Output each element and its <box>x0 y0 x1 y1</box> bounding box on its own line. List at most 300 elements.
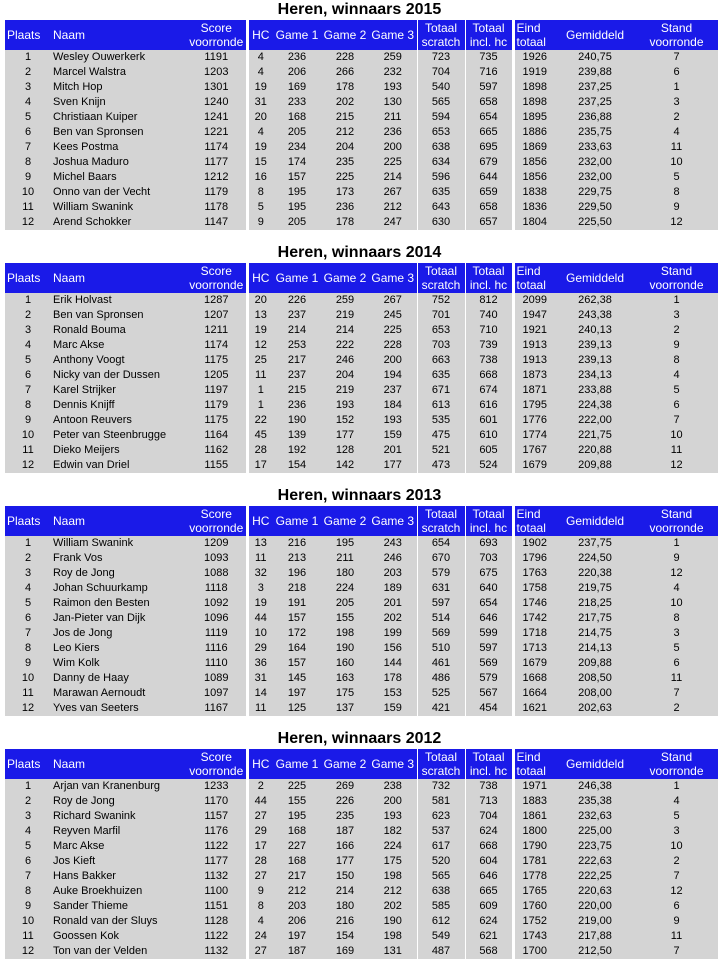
cell-game-3: 267 <box>369 293 417 308</box>
table-row <box>5 413 718 428</box>
cell-hc: 45 <box>247 428 273 443</box>
header-eind-totaal <box>513 506 555 536</box>
header-eind-totaal-line: Eind <box>516 264 541 278</box>
cell-totaal-incl-hc: 597 <box>465 641 513 656</box>
cell-stand-voorronde: 6 <box>635 398 718 413</box>
cell-gemiddeld: 218,25 <box>555 596 635 611</box>
cell-game-2: 259 <box>321 293 369 308</box>
cell-gemiddeld: 240,75 <box>555 50 635 65</box>
table-row <box>5 626 718 641</box>
cell-eind-totaal: 1700 <box>513 944 555 959</box>
cell-stand-voorronde: 11 <box>635 671 718 686</box>
cell-game-2: 169 <box>321 944 369 959</box>
cell-totaal-incl-hc: 646 <box>465 869 513 884</box>
cell-totaal-incl-hc: 659 <box>465 185 513 200</box>
header-hc-line: HC <box>252 28 270 42</box>
cell-totaal-scratch: 565 <box>417 95 465 110</box>
cell-game-2: 175 <box>321 686 369 701</box>
cell-game-1: 168 <box>273 854 321 869</box>
cell-eind-totaal: 1836 <box>513 200 555 215</box>
cell-game-2: 198 <box>321 626 369 641</box>
cell-hc: 20 <box>247 293 273 308</box>
cell-totaal-incl-hc: 658 <box>465 200 513 215</box>
cell-naam: Edwin van Driel <box>51 458 187 473</box>
cell-totaal-scratch: 520 <box>417 854 465 869</box>
cell-totaal-scratch: 585 <box>417 899 465 914</box>
cell-game-3: 130 <box>369 95 417 110</box>
cell-naam: Joshua Maduro <box>51 155 187 170</box>
cell-hc: 44 <box>247 611 273 626</box>
cell-plaats: 11 <box>5 929 51 944</box>
cell-stand-voorronde: 8 <box>635 353 718 368</box>
cell-game-2: 236 <box>321 200 369 215</box>
cell-naam: Dieko Meijers <box>51 443 187 458</box>
cell-eind-totaal: 1873 <box>513 368 555 383</box>
header-game-3-line: Game 3 <box>371 514 415 528</box>
cell-game-3: 236 <box>369 125 417 140</box>
header-plaats-line: Plaats <box>7 514 41 528</box>
cell-score-voorronde: 1287 <box>187 293 247 308</box>
cell-totaal-incl-hc: 654 <box>465 110 513 125</box>
cell-game-2: 173 <box>321 185 369 200</box>
header-hc-line: HC <box>252 757 270 771</box>
cell-stand-voorronde: 9 <box>635 551 718 566</box>
section-title: Heren, winnaars 2015 <box>277 1 442 18</box>
cell-game-1: 164 <box>273 641 321 656</box>
header-hc <box>247 506 273 536</box>
cell-plaats: 12 <box>5 215 51 230</box>
cell-gemiddeld: 214,13 <box>555 641 635 656</box>
cell-plaats: 7 <box>5 383 51 398</box>
cell-gemiddeld: 240,13 <box>555 323 635 338</box>
cell-naam: Arend Schokker <box>51 215 187 230</box>
cell-game-2: 224 <box>321 581 369 596</box>
section-title: Heren, winnaars 2012 <box>277 730 442 747</box>
cell-hc: 11 <box>247 701 273 716</box>
cell-hc: 28 <box>247 854 273 869</box>
table-row <box>5 383 718 398</box>
cell-eind-totaal: 1902 <box>513 536 555 551</box>
cell-score-voorronde: 1110 <box>187 656 247 671</box>
table-row <box>5 428 718 443</box>
cell-score-voorronde: 1233 <box>187 779 247 794</box>
cell-gemiddeld: 225,50 <box>555 215 635 230</box>
cell-gemiddeld: 237,25 <box>555 80 635 95</box>
cell-game-1: 217 <box>273 869 321 884</box>
table-row <box>5 566 718 581</box>
cell-hc: 25 <box>247 353 273 368</box>
cell-game-3: 259 <box>369 50 417 65</box>
header-score-voorronde <box>187 749 247 779</box>
cell-eind-totaal: 2099 <box>513 293 555 308</box>
header-game-1 <box>273 749 321 779</box>
results-section <box>0 486 719 726</box>
cell-stand-voorronde: 1 <box>635 779 718 794</box>
cell-gemiddeld: 217,88 <box>555 929 635 944</box>
cell-stand-voorronde: 10 <box>635 428 718 443</box>
table-row <box>5 794 718 809</box>
cell-totaal-incl-hc: 665 <box>465 125 513 140</box>
cell-naam: Marc Akse <box>51 338 187 353</box>
cell-hc: 16 <box>247 170 273 185</box>
cell-game-2: 137 <box>321 701 369 716</box>
cell-game-2: 160 <box>321 656 369 671</box>
cell-naam: Jan-Pieter van Dijk <box>51 611 187 626</box>
header-totaal-scratch-line: Totaal <box>424 750 458 764</box>
cell-game-3: 237 <box>369 383 417 398</box>
cell-game-1: 215 <box>273 383 321 398</box>
header-game-3-line: Game 3 <box>371 757 415 771</box>
cell-gemiddeld: 225,00 <box>555 824 635 839</box>
cell-hc: 17 <box>247 839 273 854</box>
cell-score-voorronde: 1175 <box>187 413 247 428</box>
cell-totaal-incl-hc: 624 <box>465 914 513 929</box>
cell-game-3: 243 <box>369 536 417 551</box>
cell-gemiddeld: 223,75 <box>555 839 635 854</box>
cell-gemiddeld: 222,00 <box>555 413 635 428</box>
cell-score-voorronde: 1240 <box>187 95 247 110</box>
cell-game-3: 245 <box>369 308 417 323</box>
cell-totaal-scratch: 540 <box>417 80 465 95</box>
cell-gemiddeld: 235,75 <box>555 125 635 140</box>
cell-gemiddeld: 214,75 <box>555 626 635 641</box>
cell-totaal-scratch: 630 <box>417 215 465 230</box>
cell-stand-voorronde: 6 <box>635 65 718 80</box>
cell-gemiddeld: 235,38 <box>555 794 635 809</box>
cell-game-1: 172 <box>273 626 321 641</box>
cell-plaats: 1 <box>5 779 51 794</box>
cell-naam: Dennis Knijff <box>51 398 187 413</box>
table-row <box>5 398 718 413</box>
cell-naam: Ton van der Velden <box>51 944 187 959</box>
cell-stand-voorronde: 10 <box>635 596 718 611</box>
cell-game-2: 155 <box>321 611 369 626</box>
cell-plaats: 9 <box>5 899 51 914</box>
cell-totaal-scratch: 549 <box>417 929 465 944</box>
table-row <box>5 779 718 794</box>
cell-game-2: 204 <box>321 140 369 155</box>
cell-game-1: 174 <box>273 155 321 170</box>
cell-gemiddeld: 232,00 <box>555 155 635 170</box>
cell-totaal-incl-hc: 740 <box>465 308 513 323</box>
cell-hc: 9 <box>247 215 273 230</box>
cell-game-3: 200 <box>369 140 417 155</box>
cell-plaats: 4 <box>5 824 51 839</box>
cell-eind-totaal: 1718 <box>513 626 555 641</box>
cell-plaats: 7 <box>5 626 51 641</box>
cell-naam: Nicky van der Dussen <box>51 368 187 383</box>
cell-game-3: 189 <box>369 581 417 596</box>
cell-game-1: 216 <box>273 536 321 551</box>
header-totaal-scratch <box>417 263 465 293</box>
cell-score-voorronde: 1170 <box>187 794 247 809</box>
cell-stand-voorronde: 2 <box>635 701 718 716</box>
table-row <box>5 551 718 566</box>
header-totaal-scratch-line: scratch <box>421 278 461 292</box>
cell-stand-voorronde: 7 <box>635 869 718 884</box>
cell-gemiddeld: 237,25 <box>555 95 635 110</box>
cell-stand-voorronde: 2 <box>635 110 718 125</box>
cell-totaal-incl-hc: 704 <box>465 809 513 824</box>
table-row <box>5 686 718 701</box>
cell-totaal-scratch: 535 <box>417 413 465 428</box>
cell-game-3: 238 <box>369 779 417 794</box>
header-totaal-incl-hc-line: Totaal <box>472 264 505 278</box>
cell-gemiddeld: 239,13 <box>555 353 635 368</box>
header-totaal-scratch <box>417 20 465 50</box>
cell-gemiddeld: 220,00 <box>555 899 635 914</box>
cell-hc: 13 <box>247 536 273 551</box>
cell-plaats: 11 <box>5 200 51 215</box>
cell-hc: 19 <box>247 323 273 338</box>
header-totaal-scratch-line: scratch <box>421 521 461 535</box>
cell-plaats: 4 <box>5 95 51 110</box>
header-score-voorronde-line: voorronde <box>189 278 244 292</box>
cell-game-3: 224 <box>369 839 417 854</box>
cell-eind-totaal: 1898 <box>513 80 555 95</box>
header-stand-voorronde <box>635 20 718 50</box>
cell-plaats: 1 <box>5 536 51 551</box>
header-game-1-line: Game 1 <box>275 514 319 528</box>
cell-totaal-scratch: 617 <box>417 839 465 854</box>
cell-score-voorronde: 1118 <box>187 581 247 596</box>
cell-totaal-incl-hc: 679 <box>465 155 513 170</box>
cell-plaats: 1 <box>5 50 51 65</box>
cell-totaal-scratch: 421 <box>417 701 465 716</box>
cell-naam: Roy de Jong <box>51 794 187 809</box>
cell-eind-totaal: 1913 <box>513 338 555 353</box>
cell-score-voorronde: 1209 <box>187 536 247 551</box>
cell-naam: Goossen Kok <box>51 929 187 944</box>
cell-eind-totaal: 1774 <box>513 428 555 443</box>
cell-totaal-incl-hc: 668 <box>465 368 513 383</box>
cell-score-voorronde: 1132 <box>187 944 247 959</box>
cell-gemiddeld: 224,38 <box>555 398 635 413</box>
header-hc <box>247 263 273 293</box>
cell-eind-totaal: 1743 <box>513 929 555 944</box>
header-game-1 <box>273 20 321 50</box>
cell-score-voorronde: 1116 <box>187 641 247 656</box>
table-row <box>5 65 718 80</box>
cell-stand-voorronde: 1 <box>635 536 718 551</box>
cell-game-1: 192 <box>273 443 321 458</box>
table-row <box>5 443 718 458</box>
header-plaats <box>5 20 51 50</box>
header-game-3 <box>369 263 417 293</box>
header-totaal-incl-hc <box>465 263 513 293</box>
header-gemiddeld-line: Gemiddeld <box>565 28 625 42</box>
cell-score-voorronde: 1207 <box>187 308 247 323</box>
cell-totaal-scratch: 635 <box>417 368 465 383</box>
cell-game-1: 191 <box>273 596 321 611</box>
cell-game-1: 154 <box>273 458 321 473</box>
cell-game-2: 205 <box>321 596 369 611</box>
table-row <box>5 80 718 95</box>
cell-score-voorronde: 1157 <box>187 809 247 824</box>
table-row <box>5 458 718 473</box>
cell-game-1: 236 <box>273 398 321 413</box>
cell-plaats: 5 <box>5 839 51 854</box>
cell-score-voorronde: 1212 <box>187 170 247 185</box>
cell-game-2: 142 <box>321 458 369 473</box>
cell-naam: Kees Postma <box>51 140 187 155</box>
cell-totaal-scratch: 514 <box>417 611 465 626</box>
cell-score-voorronde: 1088 <box>187 566 247 581</box>
cell-score-voorronde: 1092 <box>187 596 247 611</box>
header-hc-line: HC <box>252 514 270 528</box>
header-totaal-scratch-line: Totaal <box>424 21 458 35</box>
cell-score-voorronde: 1167 <box>187 701 247 716</box>
cell-plaats: 11 <box>5 443 51 458</box>
cell-naam: Karel Strijker <box>51 383 187 398</box>
cell-totaal-scratch: 631 <box>417 581 465 596</box>
cell-game-2: 204 <box>321 368 369 383</box>
cell-score-voorronde: 1205 <box>187 368 247 383</box>
cell-naam: Yves van Seeters <box>51 701 187 716</box>
cell-stand-voorronde: 12 <box>635 566 718 581</box>
cell-hc: 1 <box>247 383 273 398</box>
header-score-voorronde-line: Score <box>200 750 232 764</box>
cell-stand-voorronde: 1 <box>635 80 718 95</box>
cell-naam: Richard Swanink <box>51 809 187 824</box>
cell-plaats: 8 <box>5 884 51 899</box>
cell-totaal-incl-hc: 695 <box>465 140 513 155</box>
header-eind-totaal-line: Eind <box>516 21 541 35</box>
table-row <box>5 200 718 215</box>
cell-game-2: 211 <box>321 551 369 566</box>
cell-naam: William Swanink <box>51 200 187 215</box>
cell-totaal-incl-hc: 609 <box>465 899 513 914</box>
header-totaal-incl-hc-line: Totaal <box>472 750 505 764</box>
cell-stand-voorronde: 7 <box>635 686 718 701</box>
cell-game-2: 193 <box>321 398 369 413</box>
cell-score-voorronde: 1096 <box>187 611 247 626</box>
cell-stand-voorronde: 5 <box>635 641 718 656</box>
table-row <box>5 884 718 899</box>
cell-game-1: 157 <box>273 611 321 626</box>
cell-stand-voorronde: 4 <box>635 125 718 140</box>
cell-totaal-incl-hc: 658 <box>465 95 513 110</box>
header-row <box>5 506 718 536</box>
cell-naam: Wim Kolk <box>51 656 187 671</box>
section-title: Heren, winnaars 2014 <box>277 244 442 261</box>
cell-stand-voorronde: 1 <box>635 293 718 308</box>
header-hc <box>247 20 273 50</box>
cell-totaal-scratch: 521 <box>417 443 465 458</box>
cell-plaats: 11 <box>5 686 51 701</box>
cell-game-1: 226 <box>273 293 321 308</box>
cell-stand-voorronde: 8 <box>635 611 718 626</box>
cell-totaal-incl-hc: 621 <box>465 929 513 944</box>
cell-totaal-incl-hc: 610 <box>465 428 513 443</box>
cell-plaats: 6 <box>5 854 51 869</box>
results-section <box>0 729 719 969</box>
cell-gemiddeld: 220,38 <box>555 566 635 581</box>
cell-gemiddeld: 222,63 <box>555 854 635 869</box>
header-game-2 <box>321 263 369 293</box>
cell-eind-totaal: 1752 <box>513 914 555 929</box>
cell-totaal-incl-hc: 567 <box>465 686 513 701</box>
cell-game-2: 177 <box>321 428 369 443</box>
cell-score-voorronde: 1122 <box>187 929 247 944</box>
cell-naam: Ben van Spronsen <box>51 125 187 140</box>
cell-hc: 29 <box>247 641 273 656</box>
cell-hc: 14 <box>247 686 273 701</box>
cell-totaal-incl-hc: 710 <box>465 323 513 338</box>
cell-stand-voorronde: 10 <box>635 839 718 854</box>
cell-plaats: 6 <box>5 125 51 140</box>
table-row <box>5 641 718 656</box>
header-game-1 <box>273 263 321 293</box>
header-score-voorronde-line: voorronde <box>189 35 244 49</box>
cell-game-2: 178 <box>321 215 369 230</box>
cell-naam: Hans Bakker <box>51 869 187 884</box>
cell-gemiddeld: 221,75 <box>555 428 635 443</box>
cell-game-2: 214 <box>321 323 369 338</box>
header-stand-voorronde <box>635 749 718 779</box>
cell-game-2: 219 <box>321 308 369 323</box>
table-row <box>5 185 718 200</box>
table-row <box>5 110 718 125</box>
cell-plaats: 3 <box>5 80 51 95</box>
cell-totaal-scratch: 594 <box>417 110 465 125</box>
cell-totaal-scratch: 613 <box>417 398 465 413</box>
cell-plaats: 5 <box>5 596 51 611</box>
cell-score-voorronde: 1089 <box>187 671 247 686</box>
cell-game-2: 178 <box>321 80 369 95</box>
header-naam <box>51 749 187 779</box>
cell-naam: Leo Kiers <box>51 641 187 656</box>
cell-eind-totaal: 1790 <box>513 839 555 854</box>
cell-hc: 4 <box>247 65 273 80</box>
header-totaal-incl-hc-line: incl. hc <box>469 35 508 49</box>
table-row <box>5 308 718 323</box>
results-table <box>5 20 718 230</box>
cell-naam: Marc Akse <box>51 839 187 854</box>
cell-game-1: 217 <box>273 353 321 368</box>
cell-totaal-incl-hc: 616 <box>465 398 513 413</box>
header-eind-totaal <box>513 749 555 779</box>
cell-hc: 4 <box>247 914 273 929</box>
cell-plaats: 1 <box>5 293 51 308</box>
cell-totaal-incl-hc: 675 <box>465 566 513 581</box>
cell-hc: 12 <box>247 338 273 353</box>
cell-stand-voorronde: 9 <box>635 914 718 929</box>
cell-score-voorronde: 1151 <box>187 899 247 914</box>
cell-naam: Jos Kieft <box>51 854 187 869</box>
header-stand-voorronde-line: Stand <box>660 507 693 521</box>
cell-naam: Johan Schuurkamp <box>51 581 187 596</box>
cell-game-3: 200 <box>369 794 417 809</box>
cell-gemiddeld: 234,13 <box>555 368 635 383</box>
cell-eind-totaal: 1763 <box>513 566 555 581</box>
cell-game-2: 225 <box>321 170 369 185</box>
cell-game-3: 201 <box>369 443 417 458</box>
cell-eind-totaal: 1919 <box>513 65 555 80</box>
cell-naam: Wesley Ouwerkerk <box>51 50 187 65</box>
cell-eind-totaal: 1921 <box>513 323 555 338</box>
cell-gemiddeld: 217,75 <box>555 611 635 626</box>
header-hc <box>247 749 273 779</box>
header-game-1-line: Game 1 <box>275 271 319 285</box>
cell-game-2: 187 <box>321 824 369 839</box>
cell-game-2: 246 <box>321 353 369 368</box>
cell-eind-totaal: 1668 <box>513 671 555 686</box>
cell-totaal-incl-hc: 605 <box>465 443 513 458</box>
header-totaal-incl-hc <box>465 506 513 536</box>
header-game-2 <box>321 506 369 536</box>
cell-hc: 19 <box>247 80 273 95</box>
